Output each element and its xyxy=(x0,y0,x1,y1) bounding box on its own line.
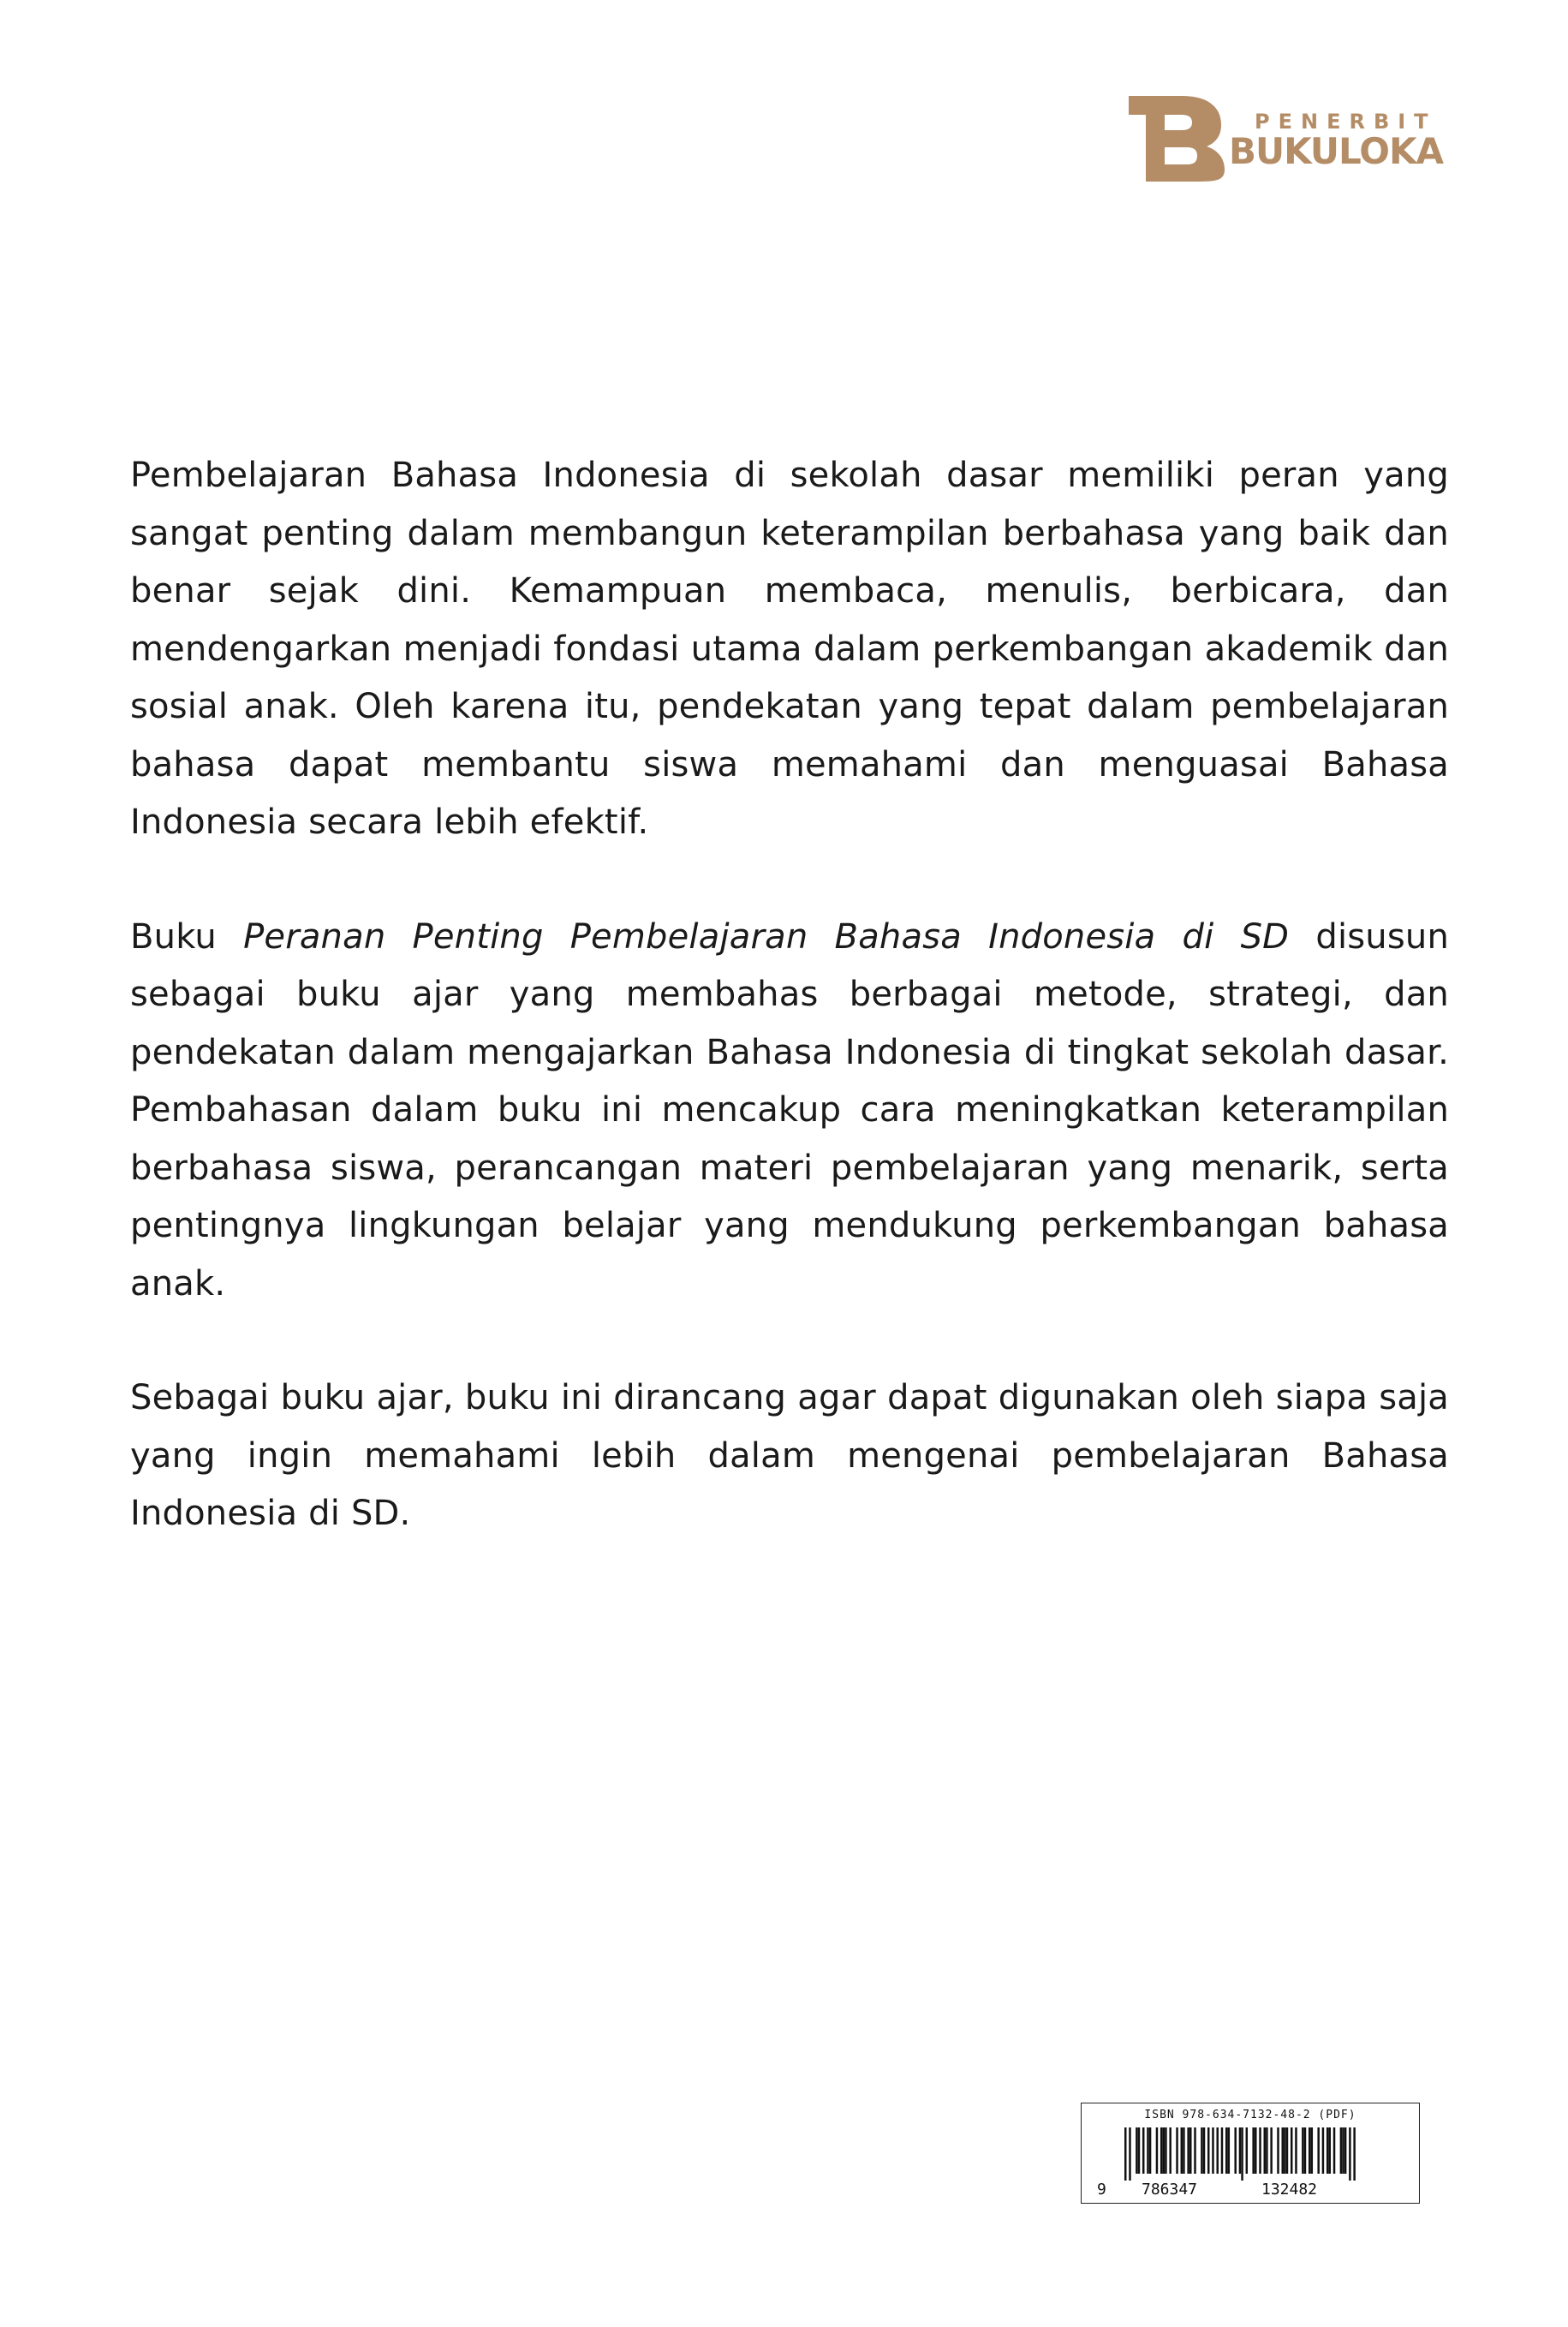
barcode-bar xyxy=(1163,2127,1165,2174)
paragraph-2-lead: Buku xyxy=(130,916,244,957)
paragraph-3-text: Sebagai buku ajar, buku ini dirancang agar dapat digunakan oleh siapa saja yang ingin memahami lebih dalam mengenai pembelajaran Bahasa Indonesia di SD. xyxy=(130,1378,1449,1533)
logo-subtitle: PENERBIT xyxy=(1255,110,1437,134)
isbn-label: ISBN 978-634-7132-48-2 (PDF) xyxy=(1144,2109,1356,2121)
barcode-bar xyxy=(1264,2127,1266,2174)
barcode-bar xyxy=(1169,2127,1171,2174)
barcode-bar xyxy=(1203,2127,1205,2174)
barcode-bar xyxy=(1142,2127,1144,2174)
barcode-bar xyxy=(1344,2127,1346,2174)
barcode-bar xyxy=(1270,2127,1272,2174)
barcode-bar xyxy=(1201,2127,1202,2174)
barcode-bar xyxy=(1304,2127,1306,2174)
barcode-bar xyxy=(1327,2127,1328,2174)
barcode-bar xyxy=(1340,2127,1342,2174)
barcode-bar xyxy=(1302,2127,1303,2174)
barcode-bar xyxy=(1259,2127,1261,2174)
barcode-bar xyxy=(1189,2127,1191,2174)
barcode-bar xyxy=(1149,2127,1151,2174)
isbn-group-1: 786347 xyxy=(1142,2181,1198,2199)
barcode-bar xyxy=(1252,2127,1254,2174)
barcode-bar xyxy=(1349,2127,1350,2181)
barcode-bar xyxy=(1277,2127,1279,2174)
barcode-bar xyxy=(1309,2127,1310,2174)
publisher-logo xyxy=(1129,96,1454,182)
paragraph-1-text: Pembelajaran Bahasa Indonesia di sekolah dasar memiliki peran yang sangat penting dalam membangun keterampilan berbahasa yang baik dan benar sejak dini. Kemampuan membaca, menulis, berbicara, dan mendengarkan menjadi fondasi utama dalam perkembangan akademik dan sosial anak. Oleh karena itu, pendekatan yang tepat dalam pembelajaran bahasa dapat membantu siswa memahami dan menguasai Bahasa Indonesia secara lebih efektif. xyxy=(130,456,1449,842)
barcode-bar xyxy=(1221,2127,1223,2174)
barcode-bar xyxy=(1228,2127,1230,2174)
isbn-barcode xyxy=(1081,2103,1420,2204)
barcode-bar xyxy=(1282,2127,1284,2174)
barcode-bar xyxy=(1322,2127,1324,2174)
logo-brand-name: BUKULOKA xyxy=(1229,130,1444,172)
barcode-bar xyxy=(1317,2127,1319,2174)
barcode-bar xyxy=(1342,2127,1344,2174)
blurb-text xyxy=(130,447,1449,1600)
barcode-bar xyxy=(1183,2127,1184,2174)
barcode-bar xyxy=(1124,2127,1126,2181)
barcode-bar xyxy=(1246,2127,1248,2174)
paragraph-3 xyxy=(130,1369,1449,1543)
barcode-bar xyxy=(1129,2127,1130,2181)
barcode-bar xyxy=(1333,2127,1335,2174)
barcode-bar xyxy=(1255,2127,1256,2174)
barcode-bar xyxy=(1165,2127,1166,2174)
barcode-bar xyxy=(1156,2127,1158,2174)
barcode-bar xyxy=(1239,2127,1241,2174)
paragraph-2-text: disusun sebagai buku ajar yang membahas berbagai metode, strategi, dan pendekatan dalam mengajarkan Bahasa Indonesia di tingkat sekolah dasar. Pembahasan dalam buku ini mencakup cara meningkatkan keterampilan berbahasa siswa, perancangan materi pembelajaran yang menarik, serta pentingnya lingkungan belajar yang mendukung perkembangan bahasa anak. xyxy=(130,916,1449,1304)
barcode-bar xyxy=(1284,2127,1285,2174)
barcode-bar xyxy=(1207,2127,1209,2174)
isbn-group-2: 132482 xyxy=(1261,2181,1318,2199)
barcode-bar xyxy=(1234,2127,1236,2174)
barcode-bar xyxy=(1138,2127,1140,2174)
barcode-bar xyxy=(1181,2127,1183,2174)
barcode-bar xyxy=(1311,2127,1313,2174)
book-title: Peranan Penting Pembelajaran Bahasa Indonesia di SD xyxy=(243,916,1290,957)
isbn-lead-digit: 9 xyxy=(1097,2181,1106,2199)
barcode-bar xyxy=(1329,2127,1331,2174)
paragraph-2 xyxy=(130,909,1449,1314)
barcode-bar xyxy=(1241,2127,1243,2181)
barcode-bar xyxy=(1291,2127,1292,2174)
barcode-bar xyxy=(1147,2127,1148,2174)
barcode-bar xyxy=(1286,2127,1288,2174)
barcode-bar xyxy=(1225,2127,1227,2174)
paragraph-1 xyxy=(130,447,1449,852)
barcode-bars xyxy=(1124,2127,1356,2181)
barcode-bar xyxy=(1216,2127,1218,2174)
barcode-bar xyxy=(1176,2127,1177,2174)
barcode-bar xyxy=(1194,2127,1195,2174)
barcode-bar xyxy=(1353,2127,1355,2181)
barcode-bar xyxy=(1187,2127,1189,2174)
barcode-bar xyxy=(1266,2127,1267,2174)
barcode-bar xyxy=(1160,2127,1162,2174)
barcode-bar xyxy=(1212,2127,1213,2174)
barcode-bar xyxy=(1295,2127,1297,2174)
barcode-bar xyxy=(1136,2127,1137,2174)
